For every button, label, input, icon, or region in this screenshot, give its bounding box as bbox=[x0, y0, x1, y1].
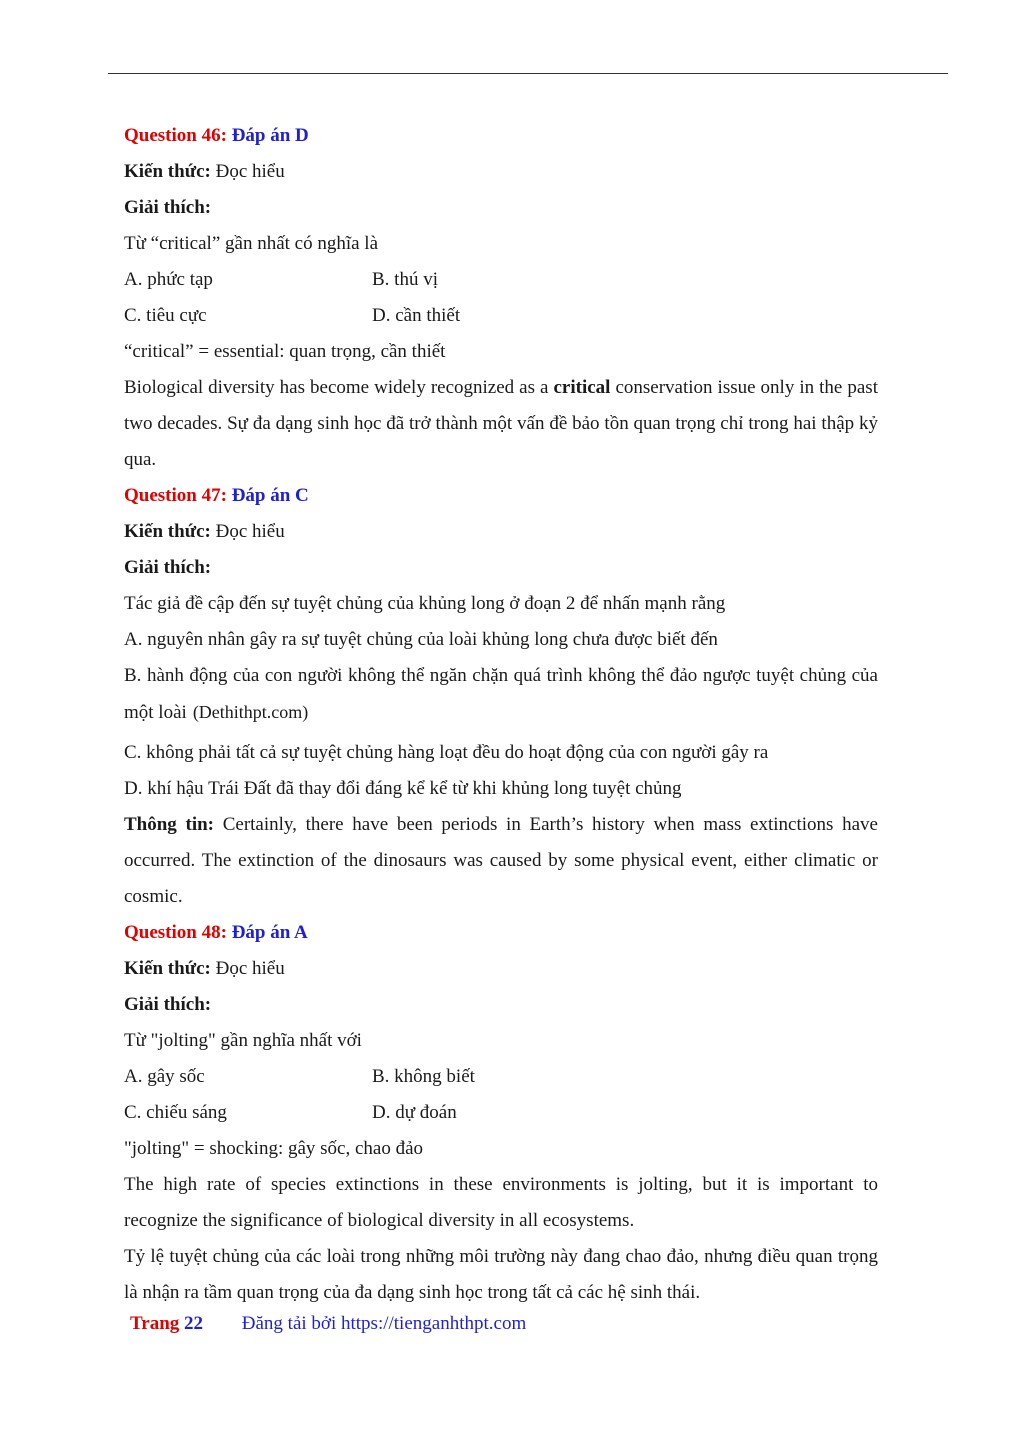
option-b: B. thú vị bbox=[372, 269, 438, 290]
explain-label: Giải thích: bbox=[124, 197, 212, 218]
knowledge-label: Kiến thức: bbox=[124, 161, 211, 182]
option-d: D. khí hậu Trái Đất đã thay đổi đáng kể kể từ khi khủng long tuyệt chủng bbox=[124, 778, 682, 799]
passage-keyword: critical bbox=[553, 377, 611, 398]
info-label: Thông tin: bbox=[124, 814, 215, 835]
page-footer bbox=[130, 1313, 526, 1335]
explain-label: Giải thích: bbox=[124, 557, 212, 578]
options-row bbox=[124, 298, 878, 334]
answer-key: Đáp án C bbox=[231, 485, 309, 506]
document-body bbox=[124, 118, 878, 1311]
knowledge-value: Đọc hiểu bbox=[215, 958, 285, 979]
question-label: Question 48: bbox=[124, 922, 227, 943]
knowledge-label: Kiến thức: bbox=[124, 958, 211, 979]
option-c: C. tiêu cực bbox=[124, 305, 207, 326]
header-rule bbox=[108, 73, 948, 74]
info-text: Certainly, there have been periods in Earth’s history when mass extinctions have occurred. The extinction of the dinosaurs was caused by some physical event, either climatic or cosmic. bbox=[124, 814, 878, 907]
question-label: Question 47: bbox=[124, 485, 227, 506]
option-b-line bbox=[124, 658, 878, 731]
uploaded-by-link[interactable]: Đăng tải bởi https://tienganhthpt.com bbox=[241, 1313, 527, 1334]
passage-vietnamese: Tỷ lệ tuyệt chủng của các loài trong những môi trường này đang chao đảo, nhưng điều quan trọng là nhận ra tầm quan trọng của đa dạng sinh học trong tất cả các hệ sinh thái. bbox=[124, 1246, 878, 1303]
definition-note: "jolting" = shocking: gây sốc, chao đảo bbox=[124, 1138, 424, 1159]
question-heading bbox=[124, 915, 878, 951]
option-a: A. gây sốc bbox=[124, 1066, 205, 1087]
question-prompt: Tác giả đề cập đến sự tuyệt chủng của khủng long ở đoạn 2 để nhấn mạnh rằng bbox=[124, 593, 726, 614]
option-c: C. không phải tất cả sự tuyệt chủng hàng loạt đều do hoạt động của con người gây ra bbox=[124, 742, 769, 763]
options-row bbox=[124, 262, 878, 298]
question-46 bbox=[124, 118, 878, 478]
knowledge-label: Kiến thức: bbox=[124, 521, 211, 542]
answer-key: Đáp án D bbox=[231, 125, 309, 146]
option-a: A. phức tạp bbox=[124, 269, 213, 290]
option-a: A. nguyên nhân gây ra sự tuyệt chủng của loài khủng long chưa được biết đến bbox=[124, 629, 718, 650]
option-b: B. hành động của con người không thể ngăn chặn quá trình không thể đảo ngược tuyệt chủng của một loài bbox=[124, 665, 878, 723]
definition-note: “critical” = essential: quan trọng, cần thiết bbox=[124, 341, 446, 362]
option-b: B. không biết bbox=[372, 1066, 475, 1087]
passage-before: Biological diversity has become widely recognized as a bbox=[124, 377, 554, 398]
passage-english: The high rate of species extinctions in these environments is jolting, but it is important to recognize the significance of biological diversity in all ecosystems. bbox=[124, 1174, 878, 1231]
question-48 bbox=[124, 915, 878, 1311]
question-47 bbox=[124, 478, 878, 915]
page-label: Trang bbox=[130, 1313, 180, 1334]
question-label: Question 46: bbox=[124, 125, 227, 146]
question-prompt: Từ "jolting" gần nghĩa nhất với bbox=[124, 1030, 362, 1051]
knowledge-line bbox=[124, 154, 878, 190]
option-d: D. dự đoán bbox=[372, 1102, 457, 1123]
knowledge-value: Đọc hiểu bbox=[215, 161, 285, 182]
knowledge-line bbox=[124, 514, 878, 550]
option-c: C. chiếu sáng bbox=[124, 1102, 227, 1123]
answer-key: Đáp án A bbox=[231, 922, 308, 943]
passage-excerpt bbox=[124, 370, 878, 478]
page-number: 22 bbox=[184, 1313, 204, 1334]
knowledge-line bbox=[124, 951, 878, 987]
question-heading bbox=[124, 118, 878, 154]
passage-after: conservation issue only in the past two decades. Sự đa dạng sinh học đã trở thành một vấn đề bảo tồn quan trọng chỉ trong hai thập kỷ qua. bbox=[124, 377, 878, 470]
explain-label: Giải thích: bbox=[124, 994, 212, 1015]
options-row bbox=[124, 1059, 878, 1095]
question-heading bbox=[124, 478, 878, 514]
option-d: D. cần thiết bbox=[372, 305, 461, 326]
info-paragraph bbox=[124, 807, 878, 915]
source-tag: (Dethithpt.com) bbox=[192, 702, 309, 722]
options-row bbox=[124, 1095, 878, 1131]
question-prompt: Từ “critical” gần nhất có nghĩa là bbox=[124, 233, 379, 254]
knowledge-value: Đọc hiểu bbox=[215, 521, 285, 542]
